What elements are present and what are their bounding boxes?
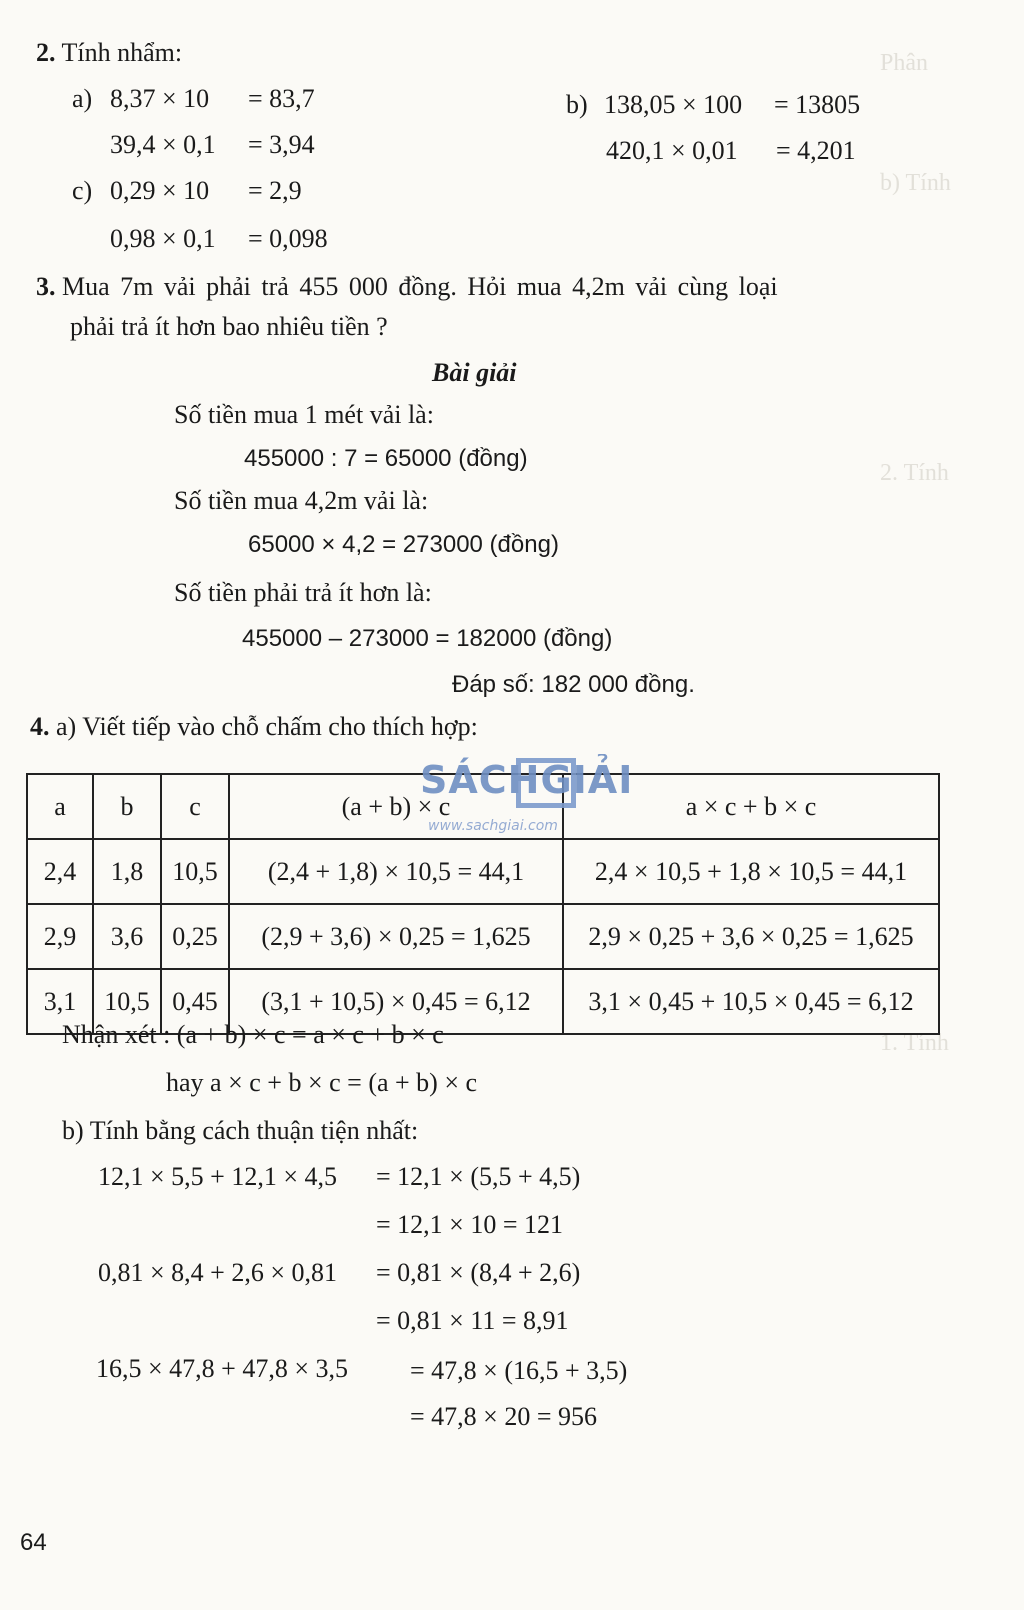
label-c: c) [72,176,93,205]
result-c2: = 0,098 [248,224,328,253]
watermark-logo [420,758,634,853]
solution-calc: 65000 × 4,2 = 273000 (đồng) [248,531,559,558]
table-cell: 3,1 [27,969,93,1034]
exercise-title: Tính nhẩm: [61,38,183,67]
calc-step: = 12,1 × 10 = 121 [376,1210,563,1239]
solution-title: Bài giải [432,358,517,387]
table-header: a [27,774,93,839]
exercise-number: 3. [36,272,56,301]
calc-right: = 0,81 × (8,4 + 2,6) [376,1258,581,1287]
expr-a2: 39,4 × 0,1 [110,130,216,159]
remark: Nhận xét : (a + b) × c = a × c + b × c [62,1020,444,1049]
remark-alt: hay a × c + b × c = (a + b) × c [166,1068,478,1097]
bleed-through-text: b) Tính [880,170,951,196]
page-number: 64 [20,1529,47,1556]
solution-calc: 455000 : 7 = 65000 (đồng) [244,445,528,472]
table-cell: 2,4 × 10,5 + 1,8 × 10,5 = 44,1 [563,839,939,904]
result-a2: = 3,94 [248,130,315,159]
calc-left: 16,5 × 47,8 + 47,8 × 3,5 [96,1354,348,1383]
table-cell: 3,6 [93,904,161,969]
table-header: a × c + b × c [563,774,939,839]
problem-line: phải trả ít hơn bao nhiêu tiền ? [70,312,388,341]
table-cell: 2,9 × 0,25 + 3,6 × 0,25 = 1,625 [563,904,939,969]
table-header: (a + b) × c [229,774,563,839]
bleed-through-text: 2. Tính [880,460,949,486]
table-cell: (3,1 + 10,5) × 0,45 = 6,12 [229,969,563,1034]
bleed-through-text: Phân [880,50,928,76]
expr-c2: 0,98 × 0,1 [110,224,216,253]
solution-step: Số tiền phải trả ít hơn là: [174,578,432,607]
table-cell: (2,9 + 3,6) × 0,25 = 1,625 [229,904,563,969]
calc-left: 12,1 × 5,5 + 12,1 × 4,5 [98,1162,337,1191]
calc-left: 0,81 × 8,4 + 2,6 × 0,81 [98,1258,337,1287]
solution-step: Số tiền mua 4,2m vải là: [174,486,429,515]
table-cell: 0,45 [161,969,229,1034]
bleed-through-text: 1. Tính [880,1030,949,1056]
table-cell: 10,5 [161,839,229,904]
expr-c1: 0,29 × 10 [110,176,210,205]
expr-b2: 420,1 × 0,01 [606,136,738,165]
result-a1: = 83,7 [248,84,315,113]
calc-right: = 12,1 × (5,5 + 4,5) [376,1162,581,1191]
problem-line: Mua 7m vải phải trả 455 000 đồng. Hỏi mua 4,2m vải cùng loại [62,272,778,301]
exercise-number: 4. [30,712,50,741]
table-header: c [161,774,229,839]
expr-b1: 138,05 × 100 [604,90,743,119]
table-cell: 10,5 [93,969,161,1034]
solution-step: Số tiền mua 1 mét vải là: [174,400,434,429]
table-cell: 2,9 [27,904,93,969]
result-b2: = 4,201 [776,136,856,165]
label-a: a) [72,84,93,113]
table-cell: 1,8 [93,839,161,904]
solution-calc: 455000 – 273000 = 182000 (đồng) [242,625,613,652]
exercise-3-problem [36,272,778,302]
table-cell: 0,25 [161,904,229,969]
table-cell: (2,4 + 1,8) × 10,5 = 44,1 [229,839,563,904]
label-b: b) [566,90,588,119]
exercise-4-part-a [30,712,478,742]
table-cell: 3,1 × 0,45 + 10,5 × 0,45 = 6,12 [563,969,939,1034]
calc-step: = 0,81 × 11 = 8,91 [376,1306,569,1335]
calc-right: = 47,8 × (16,5 + 3,5) [410,1356,628,1385]
instruction: a) Viết tiếp vào chỗ chấm cho thích hợp: [56,712,478,741]
table-header: b [93,774,161,839]
exercise-number: 2. [36,38,56,67]
expr-a1: 8,37 × 10 [110,84,210,113]
instruction: b) Tính bằng cách thuận tiện nhất: [62,1116,419,1145]
table-row [27,904,939,969]
watermark-text: SÁCHGIẢI [420,758,634,802]
exercise-2-heading [36,38,182,68]
result-b1: = 13805 [774,90,861,119]
watermark-url: www.sachgiai.com [428,818,558,834]
table-cell: 2,4 [27,839,93,904]
answer: Đáp số: 182 000 đồng. [452,671,695,698]
calc-step: = 47,8 × 20 = 956 [410,1402,597,1431]
result-c1: = 2,9 [248,176,302,205]
